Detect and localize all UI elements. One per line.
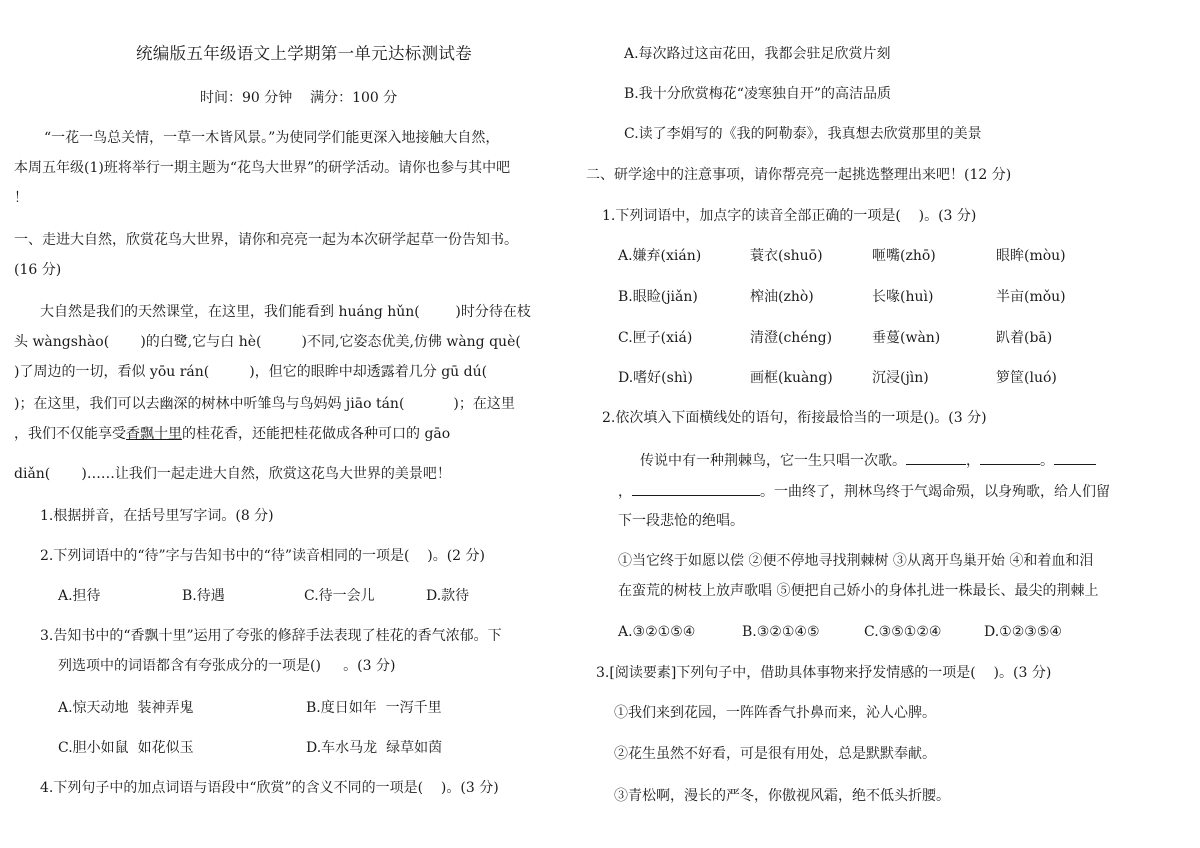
q4-option-c: C.读了李娟写的《我的阿勒泰》，我真想去欣赏那里的美景 xyxy=(624,126,982,142)
q2-option-d: D.款待 xyxy=(426,588,470,604)
q3-option-b: B.度日如年 一泻千里 xyxy=(306,700,442,716)
fill-blank-1 xyxy=(906,450,966,465)
s2q2-option-c: C.③⑤①②④ xyxy=(864,624,942,640)
s2q2-text-line-3: 下一段悲怆的绝唱。 xyxy=(618,513,744,529)
exam-meta: 时间：90 分钟 满分：100 分 xyxy=(200,90,398,106)
question-3-line-1: 3.告知书中的“香飘十里”运用了夸张的修辞手法表现了桂花的香气浓郁。下 xyxy=(40,628,502,644)
s2q2-text-line-2: ， 。一曲终了，荆林鸟终于气竭命殒，以身殉歌，给人们留 xyxy=(618,481,1110,502)
passage-line-4: )；在这里，我们可以去幽深的树林中听雏鸟与鸟妈妈 jiāo tán( )；在这里 xyxy=(14,396,515,412)
passage-line-1: 大自然是我们的天然课堂，在这里，我们能看到 huáng hǔn( )时分待在枝 xyxy=(40,304,531,320)
s2q3-item-2: ②花生虽然不好看，可是很有用处，总是默默奉献。 xyxy=(614,746,936,762)
page-title: 统编版五年级语文上学期第一单元达标测试卷 xyxy=(136,44,472,63)
s2q1-a-4: 眼眸(mòu) xyxy=(996,248,1066,264)
intro-line-1: “一花一鸟总关情，一草一木皆风景。”为使同学们能更深入地接触大自然， xyxy=(44,130,500,146)
s2-question-1: 1.下列词语中，加点字的读音全部正确的一项是( )。(3 分) xyxy=(602,208,977,224)
s2q2-option-b: B.③②①④⑤ xyxy=(742,624,820,640)
s2-question-2: 2.依次填入下面横线处的语句，衔接最恰当的一项是()。(3 分) xyxy=(602,410,987,426)
s2q2-text-1: 传说中有一种荆棘鸟，它一生只唱一次歌。 xyxy=(640,453,906,469)
s2q1-d-4: 箩筐(luó) xyxy=(996,370,1057,386)
question-4: 4.下列句子中的加点词语与语段中“欣赏”的含义不同的一项是( )。(3 分) xyxy=(40,780,499,796)
question-2: 2.下列词语中的“待”字与告知书中的“待”读音相同的一项是( )。(2 分) xyxy=(40,548,485,564)
s2q1-b-3: 长喙(huì) xyxy=(872,289,934,305)
s2q1-d-2: 画框(kuàng) xyxy=(750,370,833,386)
s2q1-c-4: 趴着(bā) xyxy=(996,330,1053,346)
q3-option-d: D.车水马龙 绿草如茵 xyxy=(306,740,443,756)
s2q1-b-1: B.眼睑(jiǎn) xyxy=(618,289,698,305)
s2q1-b-4: 半亩(mǒu) xyxy=(996,289,1066,305)
s2q1-a-2: 蓑衣(shuō) xyxy=(750,248,823,264)
s2q2-option-d: D.①②③⑤④ xyxy=(984,624,1062,640)
s2q1-a-1: A.嫌弃(xián) xyxy=(618,248,702,264)
s2q1-a-3: 咂嘴(zhō) xyxy=(872,248,936,264)
s2q1-c-3: 垂蔓(wàn) xyxy=(872,330,941,346)
passage-line-6: diǎn( )……让我们一起走进大自然，欣赏这花鸟大世界的美景吧！ xyxy=(14,466,451,482)
passage-line-5 xyxy=(14,424,450,444)
fill-blank-2 xyxy=(980,450,1040,465)
s2q3-item-3: ③青松啊，漫长的严冬，你傲视风霜，绝不低头折腰。 xyxy=(614,788,950,804)
question-3-line-2: 列选项中的词语都含有夸张成分的一项是() 。(3 分) xyxy=(58,658,396,674)
question-1: 1.根据拼音，在括号里写字词。(8 分) xyxy=(40,508,274,524)
s2q2-text-line-1: 传说中有一种荆棘鸟，它一生只唱一次歌。 ， 。 xyxy=(640,450,1096,471)
s2q1-d-3: 沉浸(jìn) xyxy=(872,370,929,386)
section-2-heading: 二、研学途中的注意事项，请你帮亮亮一起挑选整理出来吧！(12 分) xyxy=(586,167,1012,183)
s2q1-b-2: 榨油(zhò) xyxy=(750,289,814,305)
section-1-heading: 一、走进大自然，欣赏花鸟大世界，请你和亮亮一起为本次研学起草一份告知书。 xyxy=(14,232,518,248)
q2-option-a: A.担待 xyxy=(58,588,101,604)
s2q2-text-2: 。一曲终了，荆林鸟终于气竭命殒，以身殉歌，给人们留 xyxy=(760,484,1110,500)
s2q1-d-1: D.嗜好(shì) xyxy=(618,370,693,386)
q4-option-b: B.我十分欣赏梅花“凌寒独自开”的高洁品质 xyxy=(624,86,892,102)
s2q3-item-1: ①我们来到花园，一阵阵香气扑鼻而来，沁人心脾。 xyxy=(614,705,936,721)
intro-line-2: 本周五年级(1)班将举行一期主题为“花鸟大世界”的研学活动。请你也参与其中吧 xyxy=(14,160,511,176)
intro-line-3: ！ xyxy=(14,190,28,206)
q3-option-a: A.惊天动地 装神弄鬼 xyxy=(58,700,194,716)
q4-option-a: A.每次路过这亩花田，我都会驻足欣赏片刻 xyxy=(624,46,891,62)
q2-option-b: B.待遇 xyxy=(182,588,225,604)
s2q1-c-1: C.匣子(xiá) xyxy=(618,330,693,346)
s2q2-items-line-1: ①当它终于如愿以偿 ②便不停地寻找荆棘树 ③从离开鸟巢开始 ④和着血和泪 xyxy=(618,553,1094,569)
s2q2-option-a: A.③②①⑤④ xyxy=(618,624,696,640)
passage-line-3: )了周边的一切，看似 yōu rán( )，但它的眼眸中却透露着几分 gū dú( xyxy=(14,364,488,380)
s2q2-items-line-2: 在蛮荒的树枝上放声歌唱 ⑤便把自己娇小的身体扎进一株最长、最尖的荆棘上 xyxy=(618,583,1099,599)
s2q1-c-2: 清澄(chéng) xyxy=(750,330,833,346)
passage-line-2: 头 wàngshào( )的白鹭,它与白 hè( )不同,它姿态优美,仿佛 wàng què( xyxy=(14,334,521,350)
section-1-score: (16 分) xyxy=(14,262,62,278)
s2-question-3: 3.[阅读要素]下列句子中，借助具体事物来抒发情感的一项是( )。(3 分) xyxy=(596,665,1052,681)
q3-option-c: C.胆小如鼠 如花似玉 xyxy=(58,740,194,756)
fill-blank-3 xyxy=(1054,450,1096,465)
fill-blank-4 xyxy=(632,481,760,496)
underlined-phrase: 香飘十里 xyxy=(126,426,182,442)
passage-line-5-b: 的桂花香，还能把桂花做成各种可口的 gāo xyxy=(182,426,451,442)
passage-line-5-a: ，我们不仅能享受 xyxy=(14,426,126,442)
q2-option-c: C.待一会儿 xyxy=(304,588,375,604)
